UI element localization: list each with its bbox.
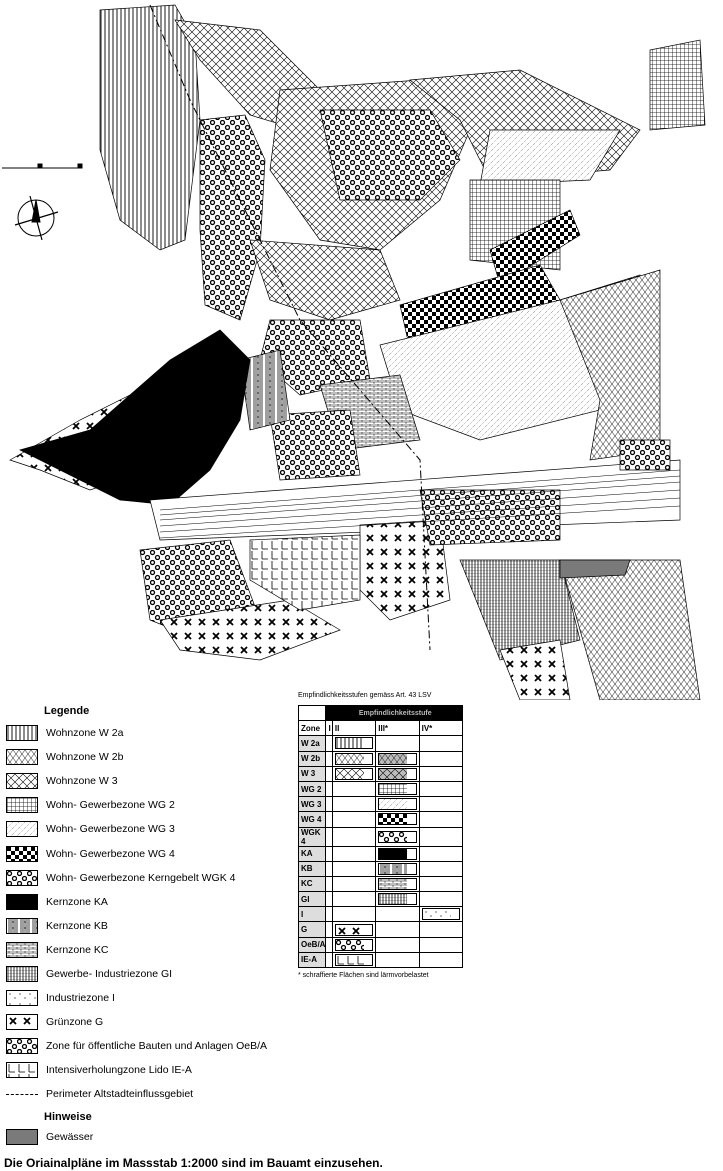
dash-dot-line-icon <box>6 1094 38 1095</box>
north-arrow-icon <box>15 196 58 240</box>
stufen-zone: G <box>299 922 326 937</box>
stufen-cell-swatch <box>422 908 460 920</box>
stufen-cell <box>376 892 419 907</box>
stufen-column-header: I <box>326 721 332 736</box>
stufen-cell-swatch <box>335 939 373 951</box>
stufen-cell <box>376 907 419 922</box>
hinweise-title: Hinweise <box>44 1110 92 1123</box>
stufen-cell <box>419 766 462 781</box>
zone-w2a-north <box>100 5 200 250</box>
stufen-cell-swatch <box>378 783 416 795</box>
legend-item-label: Wohnzone W 3 <box>46 775 118 788</box>
legend-item-label: Wohn- Gewerbezone WG 2 <box>46 799 175 812</box>
legend-item <box>6 986 306 1010</box>
stufen-row <box>299 781 463 796</box>
legend-item-label: Intensiverholungzone Lido IE-A <box>46 1064 192 1077</box>
stufen-row <box>299 736 463 751</box>
zone-gewaesser <box>560 560 630 578</box>
zone-kernzone-ka <box>20 330 250 505</box>
legend-swatch <box>6 966 38 982</box>
legend-item-label: Wohn- Gewerbezone Kerngebelt WGK 4 <box>46 871 236 884</box>
stufen-cell-swatch <box>335 753 373 765</box>
stufen-row <box>299 876 463 891</box>
stufen-cell <box>376 812 419 827</box>
legend-item <box>6 745 306 769</box>
stufen-footnote: * schraffierte Flächen sind lärmvorbelastet <box>298 972 429 979</box>
legend-item <box>6 841 306 865</box>
stufen-cell-swatch <box>378 848 416 860</box>
zone-rings-east <box>620 440 670 470</box>
legend-swatch <box>6 749 38 765</box>
stufen-cell <box>419 876 462 891</box>
stufen-row <box>299 797 463 812</box>
stufen-row <box>299 846 463 861</box>
legend-swatch <box>6 1062 38 1078</box>
footer-note: Die Oriainalpläne im Massstab 1:2000 sind im Bauamt einzusehen. <box>4 1156 383 1170</box>
stufen-cell <box>332 937 375 952</box>
legend-swatch <box>6 797 38 813</box>
legend-perimeter-label: Perimeter Altstadteinflussgebiet <box>46 1088 194 1101</box>
legend-item <box>6 769 306 793</box>
stufen-row <box>299 827 463 846</box>
stufen-row <box>299 952 463 967</box>
stufen-zone: IE-A <box>299 952 326 967</box>
stufen-row <box>299 751 463 766</box>
legend-gewaesser-label: Gewässer <box>46 1130 94 1143</box>
stufen-cell-swatch <box>378 768 416 780</box>
stufen-column-header: II <box>332 721 375 736</box>
stufen-row <box>299 907 463 922</box>
stufen-cell <box>419 907 462 922</box>
legend-item-label: Grünzone G <box>46 1016 104 1029</box>
stufen-cell <box>332 797 375 812</box>
stufen-cell <box>419 812 462 827</box>
stufen-header: Empfindlichkeitsstufe <box>326 706 463 721</box>
stufen-cell-swatch <box>335 737 373 749</box>
stufen-zone: W 3 <box>299 766 326 781</box>
stufen-row <box>299 766 463 781</box>
stufen-cell <box>376 952 419 967</box>
legend-swatch <box>6 870 38 886</box>
stufen-zone: WG 3 <box>299 797 326 812</box>
stufen-zone: I <box>299 907 326 922</box>
empfindlichkeitsstufen-panel <box>298 692 468 979</box>
legend-item-label: Wohn- Gewerbezone WG 3 <box>46 823 175 836</box>
legend-swatch <box>6 846 38 862</box>
stufen-cell-swatch <box>335 768 373 780</box>
stufen-cell <box>419 797 462 812</box>
stufen-cell-swatch <box>378 878 416 890</box>
stufen-cell <box>419 952 462 967</box>
legend-item <box>6 914 306 938</box>
stufen-cell <box>376 797 419 812</box>
stufen-zone: WG 2 <box>299 781 326 796</box>
stufen-cell <box>332 766 375 781</box>
stufen-cell <box>376 861 419 876</box>
stufen-cell <box>419 892 462 907</box>
stufen-cell <box>419 736 462 751</box>
legend-item <box>6 721 306 745</box>
stufen-cell <box>376 876 419 891</box>
stufen-cell <box>332 812 375 827</box>
legend-item <box>6 1010 306 1034</box>
stufen-cell <box>376 827 419 846</box>
stufen-corner <box>299 706 326 721</box>
stufen-cell <box>332 827 375 846</box>
stufen-cell <box>332 751 375 766</box>
legend-item-label: Kernzone KA <box>46 895 108 908</box>
stufen-zone: GI <box>299 892 326 907</box>
legend-swatch <box>6 725 38 741</box>
stufen-zone: W 2a <box>299 736 326 751</box>
legend-item-label: Wohn- Gewerbezone WG 4 <box>46 847 175 860</box>
legend-swatch <box>6 1014 38 1030</box>
legend <box>6 705 306 1149</box>
stufen-cell <box>419 937 462 952</box>
legend-swatch <box>6 918 38 934</box>
legend-swatch <box>6 773 38 789</box>
stufen-cell-swatch <box>378 753 416 765</box>
stufen-cell <box>419 922 462 937</box>
legend-item <box>6 1058 306 1082</box>
stufen-cell-swatch <box>335 924 373 936</box>
zone-grn-se <box>500 640 570 700</box>
stufen-zone: WG 4 <box>299 812 326 827</box>
stufen-cell <box>332 922 375 937</box>
legend-title: Legende <box>44 705 90 717</box>
stufen-cell <box>376 766 419 781</box>
stufen-column-header: IV* <box>419 721 462 736</box>
legend-swatch <box>6 821 38 837</box>
legend-item-label: Zone für öffentliche Bauten und Anlagen OeB/A <box>46 1040 268 1053</box>
stufen-cell <box>332 952 375 967</box>
stufen-table <box>298 705 463 968</box>
stufen-cell <box>376 937 419 952</box>
stufen-column-header: III* <box>376 721 419 736</box>
zone-dots-east <box>480 130 620 185</box>
stufen-column-header: Zone <box>299 721 326 736</box>
legend-gewaesser <box>6 1125 306 1149</box>
legend-item <box>6 1034 306 1058</box>
stufen-zone: KB <box>299 861 326 876</box>
stufen-row <box>299 937 463 952</box>
legend-item <box>6 866 306 890</box>
legend-item <box>6 938 306 962</box>
stufen-cell-swatch <box>378 863 416 875</box>
stufen-cell <box>332 876 375 891</box>
zone-w2b-se <box>560 560 700 700</box>
stufen-cell <box>332 907 375 922</box>
zone-grid-ne <box>650 40 705 130</box>
stufen-row <box>299 812 463 827</box>
stufen-zone: KC <box>299 876 326 891</box>
stufen-cell <box>332 846 375 861</box>
stufen-cell <box>376 922 419 937</box>
legend-item <box>6 890 306 914</box>
stufen-cell <box>376 751 419 766</box>
stufen-cell <box>419 861 462 876</box>
stufen-cell-swatch <box>378 831 416 843</box>
stufen-cell <box>332 892 375 907</box>
stufen-cell-swatch <box>335 954 373 966</box>
legend-item-label: Gewerbe- Industriezone GI <box>46 967 173 980</box>
legend-item-label: Kernzone KB <box>46 919 108 932</box>
legend-item-label: Wohnzone W 2a <box>46 727 124 740</box>
legend-swatch <box>6 1038 38 1054</box>
legend-swatch <box>6 894 38 910</box>
gewaesser-swatch <box>6 1129 38 1145</box>
stufen-cell-swatch <box>378 813 416 825</box>
legend-swatch <box>6 990 38 1006</box>
stufen-cell <box>419 827 462 846</box>
map-zones <box>10 5 705 700</box>
stufen-row <box>299 861 463 876</box>
stufen-zone: WGK 4 <box>299 827 326 846</box>
stufen-caption: Empfindlichkeitsstufen gemäss Art. 43 LSV <box>298 692 432 699</box>
stufen-cell-swatch <box>378 798 416 810</box>
legend-item-label: Industriezone I <box>46 992 115 1005</box>
stufen-cell <box>376 846 419 861</box>
legend-item <box>6 962 306 986</box>
legend-item <box>6 817 306 841</box>
zone-lido <box>250 535 360 610</box>
stufen-zone: OeB/A <box>299 937 326 952</box>
stufen-cell <box>419 846 462 861</box>
legend-swatch <box>6 942 38 958</box>
stufen-zone: KA <box>299 846 326 861</box>
stufen-zone: W 2b <box>299 751 326 766</box>
stufen-row <box>299 892 463 907</box>
stufen-row <box>299 922 463 937</box>
stufen-cell <box>332 736 375 751</box>
stufen-cell <box>332 861 375 876</box>
legend-perimeter <box>6 1082 306 1106</box>
stufen-cell-swatch <box>378 893 416 905</box>
zone-rings-north <box>200 115 265 320</box>
stufen-cell <box>419 751 462 766</box>
legend-item-label: Wohnzone W 2b <box>46 751 124 764</box>
legend-item <box>6 793 306 817</box>
stufen-cell <box>376 781 419 796</box>
stufen-cell <box>376 736 419 751</box>
legend-item-label: Kernzone KC <box>46 943 109 956</box>
stufen-cell <box>332 781 375 796</box>
scale-bar <box>2 164 82 168</box>
zone-w3-row <box>250 240 400 320</box>
stufen-cell <box>419 781 462 796</box>
